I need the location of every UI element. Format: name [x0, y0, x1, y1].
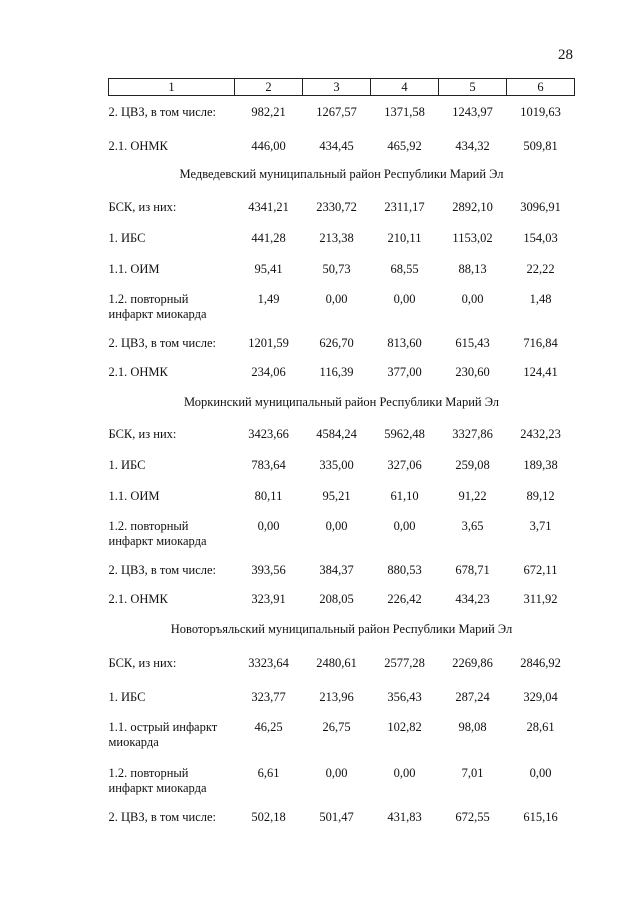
value-cell: 230,60: [455, 364, 490, 379]
value-cell: 189,38: [523, 457, 558, 472]
value-cell: 323,77: [251, 689, 286, 704]
section-heading: Моркинский муниципальный район Республики Марий Эл: [183, 394, 500, 409]
value-cell: 154,03: [523, 230, 558, 245]
row-label: 1.1. острый инфаркт миокарда: [108, 719, 218, 749]
row-label: 1.2. повторный инфаркт миокарда: [108, 291, 207, 321]
value-cell: 1,48: [529, 291, 552, 306]
value-cell: 46,25: [254, 719, 283, 734]
value-cell: 672,11: [523, 562, 558, 577]
table-row: [109, 801, 575, 837]
value-cell: 6,61: [257, 765, 280, 780]
value-cell: 356,43: [387, 689, 422, 704]
value-cell: 2480,61: [316, 655, 357, 670]
value-cell: 716,84: [523, 335, 558, 350]
table-row: [109, 191, 575, 222]
table-row: [109, 480, 575, 510]
value-cell: 116,39: [319, 364, 354, 379]
value-cell: 2311,17: [384, 199, 425, 214]
value-cell: 95,41: [254, 261, 283, 276]
value-cell: 441,28: [251, 230, 286, 245]
value-cell: 98,08: [458, 719, 487, 734]
value-cell: 3,65: [461, 518, 484, 533]
value-cell: 1153,02: [452, 230, 493, 245]
section-heading-row: [109, 386, 575, 418]
header-cell: 4: [371, 79, 439, 96]
table-row: [109, 327, 575, 356]
value-cell: 50,73: [322, 261, 351, 276]
value-cell: 3,71: [529, 518, 552, 533]
value-cell: 384,37: [319, 562, 354, 577]
table-row: [109, 130, 575, 158]
value-cell: 88,13: [458, 261, 487, 276]
value-cell: 61,10: [390, 488, 419, 503]
table-row: [109, 647, 575, 681]
value-cell: 0,00: [257, 518, 280, 533]
row-label: 1. ИБС: [108, 689, 146, 704]
value-cell: 0,00: [393, 518, 416, 533]
value-cell: 26,75: [322, 719, 351, 734]
value-cell: 1243,97: [452, 105, 493, 119]
value-cell: 4584,24: [316, 426, 357, 441]
header-cell: 5: [439, 79, 507, 96]
value-cell: 5962,48: [384, 426, 425, 441]
value-cell: 0,00: [529, 765, 552, 780]
value-cell: 22,22: [526, 261, 555, 276]
value-cell: 0,00: [393, 765, 416, 780]
row-label: 1.1. ОИМ: [108, 261, 160, 276]
value-cell: 2432,23: [520, 426, 561, 441]
value-cell: 626,70: [319, 335, 354, 350]
value-cell: 323,91: [251, 591, 286, 606]
value-cell: 226,42: [387, 591, 422, 606]
value-cell: 3423,66: [248, 426, 289, 441]
value-cell: 0,00: [325, 518, 348, 533]
table-row: [109, 356, 575, 386]
value-cell: 80,11: [254, 488, 283, 503]
section-heading-row: [109, 613, 575, 647]
table-row: [109, 283, 575, 327]
value-cell: 446,00: [251, 138, 286, 153]
row-label: 2. ЦВЗ, в том числе:: [108, 335, 217, 350]
row-label: 1. ИБС: [108, 230, 146, 245]
value-cell: 7,01: [461, 765, 484, 780]
value-cell: 3327,86: [452, 426, 493, 441]
table-row: [109, 554, 575, 583]
header-row: [109, 79, 575, 96]
value-cell: 287,24: [455, 689, 490, 704]
value-cell: 2846,92: [520, 655, 561, 670]
value-cell: 0,00: [461, 291, 484, 306]
table-row: [109, 449, 575, 480]
value-cell: 2269,86: [452, 655, 493, 670]
table-row: [109, 583, 575, 613]
value-cell: 1201,59: [248, 335, 289, 350]
value-cell: 1371,58: [384, 105, 425, 119]
value-cell: 434,23: [455, 591, 490, 606]
table-row: [109, 222, 575, 253]
value-cell: 259,08: [455, 457, 490, 472]
value-cell: 311,92: [523, 591, 558, 606]
row-label: БСК, из них:: [108, 655, 177, 670]
value-cell: 234,06: [251, 364, 286, 379]
table-header: [109, 79, 575, 96]
header-cell: 2: [235, 79, 303, 96]
value-cell: 213,38: [319, 230, 354, 245]
table-row: [109, 711, 575, 757]
section-heading: Медведевский муниципальный район Республики Марий Эл: [179, 166, 504, 181]
header-cell: 3: [303, 79, 371, 96]
section-heading-row: [109, 158, 575, 191]
value-cell: 434,32: [455, 138, 490, 153]
row-label: 1.2. повторный инфаркт миокарда: [108, 765, 207, 795]
value-cell: 91,22: [458, 488, 487, 503]
value-cell: 0,00: [393, 291, 416, 306]
value-cell: 502,18: [251, 809, 286, 824]
value-cell: 327,06: [387, 457, 422, 472]
value-cell: 615,16: [523, 809, 558, 824]
row-label: 2. ЦВЗ, в том числе:: [108, 105, 217, 119]
page-number: 28: [558, 47, 573, 63]
table-row: [109, 418, 575, 449]
header-cell: 1: [109, 79, 235, 96]
table-row: [109, 96, 575, 130]
table-row: [109, 510, 575, 554]
row-label: БСК, из них:: [108, 199, 177, 214]
value-cell: 509,81: [523, 138, 558, 153]
value-cell: 95,21: [322, 488, 351, 503]
value-cell: 102,82: [387, 719, 422, 734]
value-cell: 678,71: [455, 562, 490, 577]
row-label: 2.1. ОНМК: [108, 364, 168, 379]
row-label: 1.2. повторный инфаркт миокарда: [108, 518, 207, 548]
data-table: [108, 78, 575, 837]
value-cell: 1019,63: [520, 105, 561, 119]
value-cell: 1267,57: [316, 105, 357, 119]
value-cell: 377,00: [387, 364, 422, 379]
value-cell: 2577,28: [384, 655, 425, 670]
value-cell: 431,83: [387, 809, 422, 824]
row-label: 2. ЦВЗ, в том числе:: [108, 809, 217, 824]
value-cell: 615,43: [455, 335, 490, 350]
row-label: 1.1. ОИМ: [108, 488, 160, 503]
value-cell: 210,11: [387, 230, 422, 245]
value-cell: 28,61: [526, 719, 555, 734]
value-cell: 0,00: [325, 291, 348, 306]
value-cell: 329,04: [523, 689, 558, 704]
value-cell: 213,96: [319, 689, 354, 704]
value-cell: 783,64: [251, 457, 286, 472]
value-cell: 0,00: [325, 765, 348, 780]
value-cell: 3096,91: [520, 199, 561, 214]
value-cell: 501,47: [319, 809, 354, 824]
value-cell: 68,55: [390, 261, 419, 276]
table-row: [109, 253, 575, 283]
row-label: 1. ИБС: [108, 457, 146, 472]
value-cell: 982,21: [251, 105, 286, 119]
row-label: 2. ЦВЗ, в том числе:: [108, 562, 217, 577]
value-cell: 434,45: [319, 138, 354, 153]
row-label: 2.1. ОНМК: [108, 591, 168, 606]
value-cell: 672,55: [455, 809, 490, 824]
header-cell: 6: [507, 79, 575, 96]
value-cell: 4341,21: [248, 199, 289, 214]
value-cell: 2330,72: [316, 199, 357, 214]
value-cell: 124,41: [523, 364, 558, 379]
row-label: БСК, из них:: [108, 426, 177, 441]
value-cell: 813,60: [387, 335, 422, 350]
section-heading: Новоторъяльский муниципальный район Республики Марий Эл: [170, 621, 513, 636]
table-body: [109, 96, 575, 837]
value-cell: 208,05: [319, 591, 354, 606]
value-cell: 89,12: [526, 488, 555, 503]
value-cell: 1,49: [257, 291, 280, 306]
value-cell: 880,53: [387, 562, 422, 577]
row-label: 2.1. ОНМК: [108, 138, 168, 153]
table-row: [109, 757, 575, 801]
table-row: [109, 681, 575, 711]
value-cell: 335,00: [319, 457, 354, 472]
value-cell: 3323,64: [248, 655, 289, 670]
value-cell: 465,92: [387, 138, 422, 153]
value-cell: 393,56: [251, 562, 286, 577]
value-cell: 2892,10: [452, 199, 493, 214]
